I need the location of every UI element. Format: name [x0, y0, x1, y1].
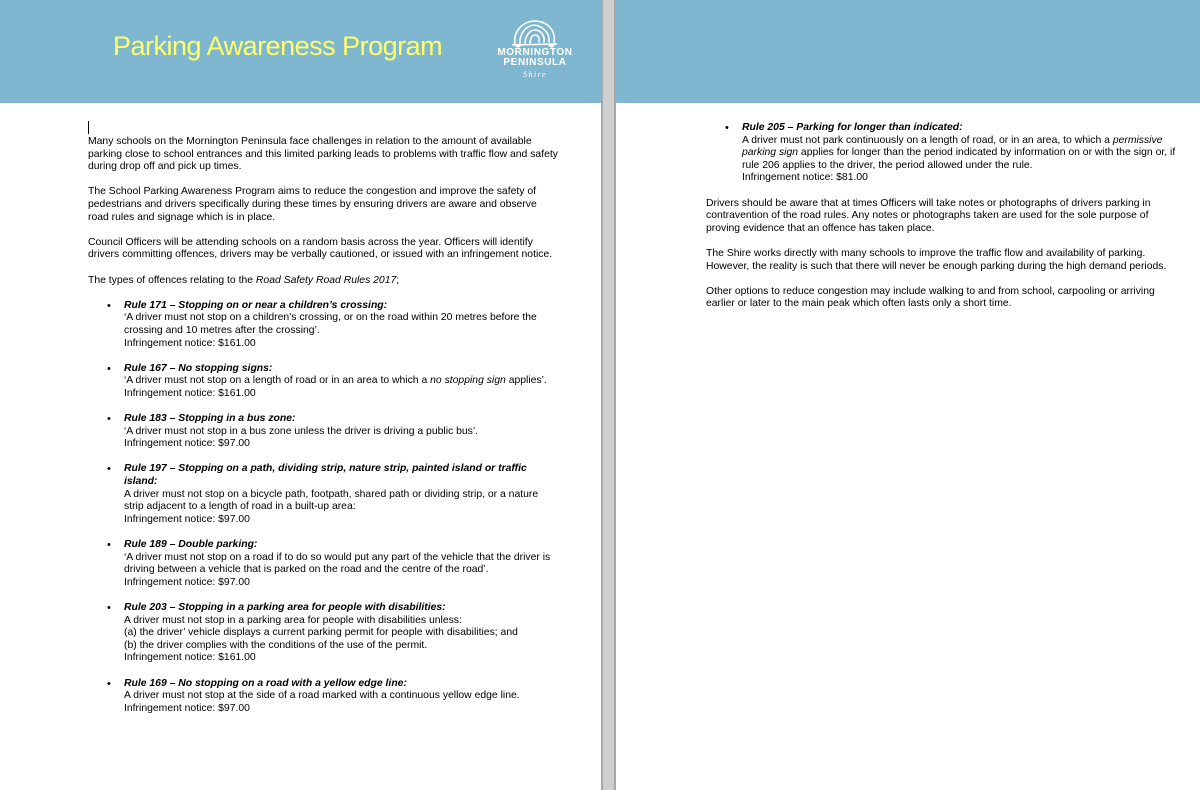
- infringement-notice: Infringement notice: $97.00: [124, 513, 250, 525]
- rule-item-183: [124, 413, 558, 451]
- rule-item-205: [742, 122, 1176, 185]
- intro-paragraph-3: Council Officers will be attending schools on a random basis across the year. Officers will identify drivers committing offences, drivers may be verbally cautioned, or issued with an infringement notice.: [88, 236, 553, 261]
- infringement-notice: Infringement notice: $161.00: [124, 652, 256, 664]
- page-2-paragraph-1: Drivers should be aware that at times Officers will take notes or photographs of drivers parking in contravention of the road rules. Any notes or photographs taken are used for the sole purpose of proving evidence that an offence has taken place.: [706, 197, 1151, 234]
- rule-title: • Rule 189 – Double parking:: [124, 539, 258, 550]
- offence-types-text: The types of offences relating to the: [88, 274, 256, 286]
- rule-description-italic: permissive parking sign: [742, 134, 1163, 159]
- rule-description: ‘A driver must not stop on a road if to do so would put any part of the vehicle that the driver is driving between a vehicle that is parked on the road and the centre of the road’.: [124, 551, 551, 576]
- rule-item-167: [124, 363, 558, 401]
- infringement-notice: Infringement notice: $161.00: [124, 337, 256, 349]
- rule-description: [742, 135, 1176, 173]
- logo-text-line-3: Shire: [522, 70, 548, 79]
- intro-paragraph-1: Many schools on the Mornington Peninsula face challenges in relation to the amount of available parking close to school entrances and this limited parking leads to problems with traffic flow and safety during drop off and pick up times.: [88, 136, 558, 173]
- rule-title: • Rule 169 – No stopping on a road with a yellow edge line:: [124, 677, 407, 689]
- text-insertion-cursor: [88, 121, 89, 134]
- rule-item-171: [124, 300, 558, 350]
- rule-description: A driver must not stop on a bicycle path, footpath, shared path or dividing strip, or a nature strip adjacent to a length of road in a built-up area:: [124, 488, 539, 513]
- rule-description-suffix: applies’.: [505, 375, 547, 387]
- rules-list: [88, 300, 558, 716]
- rule-title: • Rule 183 – Stopping in a bus zone:: [124, 413, 296, 425]
- rule-description-text: A driver must not park continuously on a length of road, or in an area, to which a: [742, 134, 1113, 146]
- document-page-2: [616, 0, 1200, 790]
- rule-description-text: ‘A driver must not stop on a length of road or in an area to which a: [124, 375, 431, 387]
- logo-text-line-1: MORNINGTON: [497, 47, 573, 58]
- document-title: Parking Awareness Program: [113, 31, 443, 61]
- infringement-notice: Infringement notice: $97.00: [124, 702, 250, 714]
- infringement-notice: Infringement notice: $81.00: [742, 172, 868, 184]
- offence-types-intro: [88, 275, 558, 288]
- rules-list-continued: [706, 122, 1176, 185]
- page-2-paragraph-2: The Shire works directly with many schools to improve the traffic flow and availability of parking. However, the reality is such that there will never be enough parking during the high demand periods.: [706, 247, 1167, 272]
- infringement-notice: Infringement notice: $97.00: [124, 438, 250, 450]
- page-gutter: [601, 0, 616, 790]
- rule-condition-a: (a) the driver’ vehicle displays a current parking permit for people with disabilities; and: [124, 627, 518, 639]
- rule-description: ‘A driver must not stop in a bus zone unless the driver is driving a public bus’.: [124, 425, 479, 437]
- rule-title: • Rule 203 – Stopping in a parking area for people with disabilities:: [124, 601, 446, 613]
- rule-item-169: [124, 678, 558, 716]
- rule-description-suffix: applies for longer than the period indicated by information on or with the sign or, if rule 206 applies to the driver, the period allowed under the rule.: [742, 147, 1176, 171]
- intro-paragraph-2: The School Parking Awareness Program aims to reduce the congestion and improve the safety of pedestrians and drivers specifically during these times by ensuring drivers are aware and observe road rules and signage which is in place.: [88, 186, 537, 223]
- rule-title: • Rule 205 – Parking for longer than indicated:: [742, 122, 963, 133]
- shire-logo: [485, 16, 585, 84]
- rule-description: A driver must not stop in a parking area for people with disabilities unless:: [124, 614, 462, 626]
- page-2-paragraph-3: Other options to reduce congestion may include walking to and from school, carpooling or arriving earlier or later to the main peak which often lasts only a short time.: [706, 285, 1155, 310]
- rule-description: A driver must not stop at the side of a road marked with a continuous yellow edge line.: [124, 690, 520, 702]
- rule-item-189: [124, 539, 558, 589]
- rule-description: ‘A driver must not stop on a children’s crossing, or on the road within 20 metres before the crossing and 10 metres after the crossing’.: [124, 312, 537, 336]
- rule-title: • Rule 197 – Stopping on a path, dividing strip, nature strip, painted island or traffic island:: [124, 463, 527, 488]
- rule-title: • Rule 171 – Stopping on or near a children’s crossing:: [124, 299, 388, 311]
- page-1-body[interactable]: [88, 136, 558, 728]
- header-banner: [616, 0, 1200, 103]
- rule-description-italic: no stopping sign: [430, 375, 506, 387]
- offence-types-suffix: ;: [396, 274, 400, 286]
- infringement-notice: Infringement notice: $97.00: [124, 576, 250, 588]
- page-2-body[interactable]: [706, 122, 1176, 324]
- shell-logo-icon: [510, 18, 560, 48]
- rule-item-197: [124, 463, 558, 526]
- rule-condition-b: (b) the driver complies with the conditions of the use of the permit.: [124, 639, 428, 651]
- rule-description: [124, 375, 558, 388]
- header-banner: [0, 0, 601, 103]
- road-rules-reference: Road Safety Road Rules 2017: [255, 274, 397, 286]
- logo-text-line-2: PENINSULA: [503, 57, 567, 68]
- infringement-notice: Infringement notice: $161.00: [124, 387, 256, 399]
- rule-title: • Rule 167 – No stopping signs:: [124, 362, 273, 374]
- rule-item-203: [124, 602, 558, 665]
